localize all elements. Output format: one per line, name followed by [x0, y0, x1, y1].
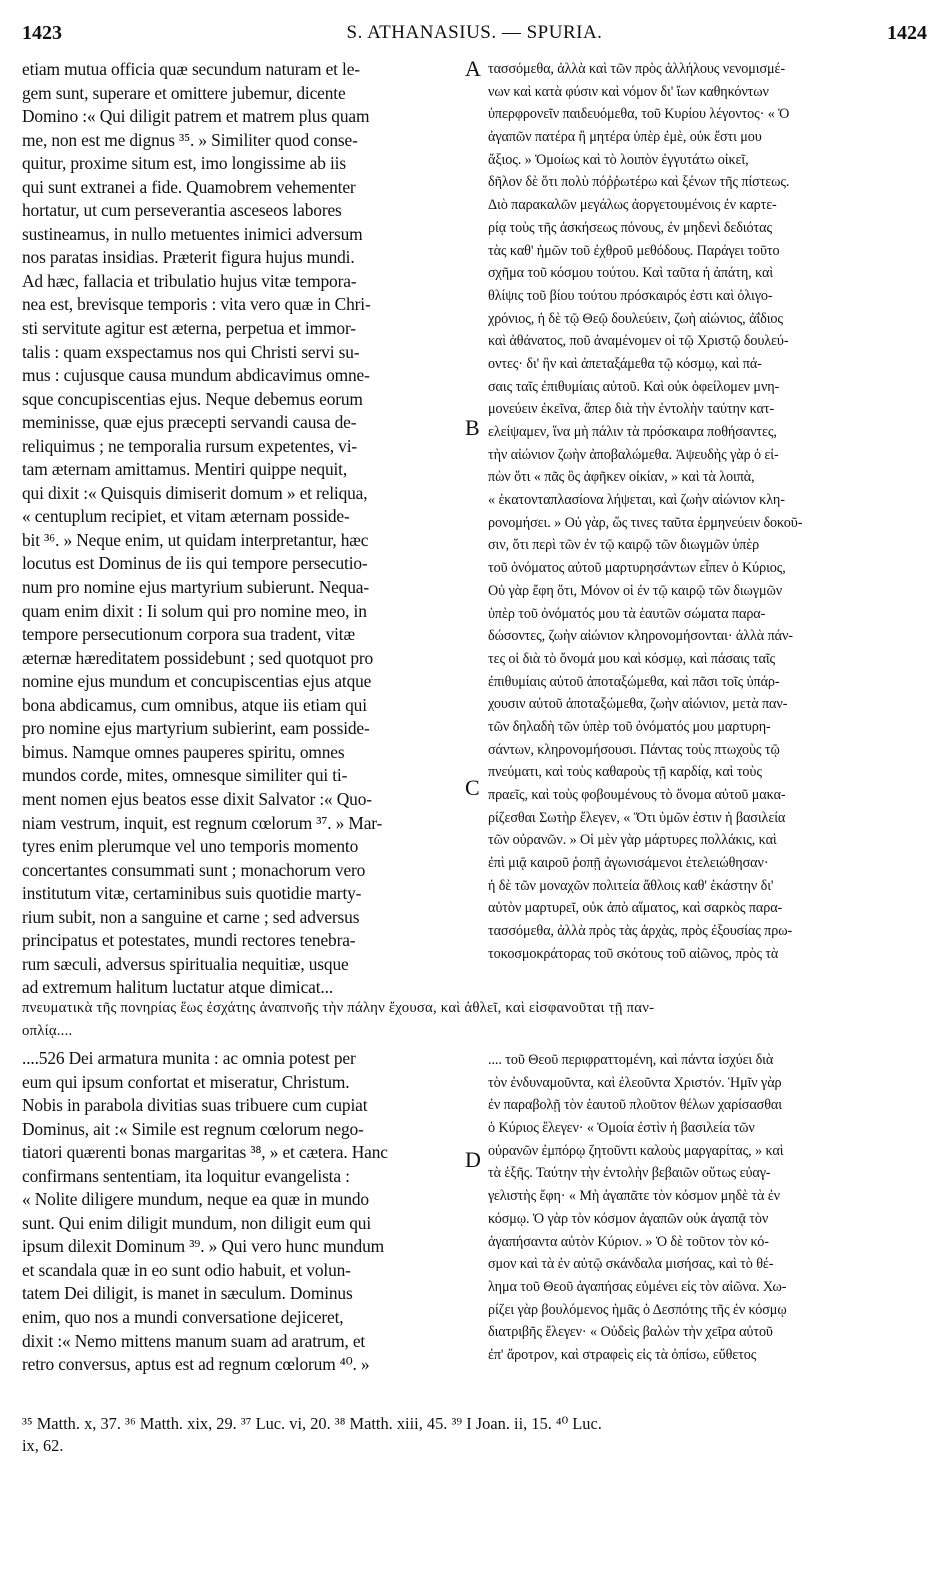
latin-text-line: nos paratas insidias. Præterit figura hujus mundi. — [22, 247, 355, 268]
latin-text-line: bona abdicamus, cum omnibus, atque iis etiam qui — [22, 694, 367, 715]
greek-text-line: ὑπὲρ τοῦ ὀνόματός μου τὰ ἑαυτῶν σώματα παρα- — [488, 605, 766, 622]
column-number-right: 1424 — [887, 22, 927, 44]
latin-text-line: rum sæculi, adversus spiritualia nequitiæ, usque — [22, 953, 349, 974]
footnote-line: ix, 62. — [22, 1436, 64, 1455]
greek-text-line: δῆλον δὲ ὅτι πολὺ πόῤῥωτέρω καὶ ξένων τῆς πίστεως. — [488, 174, 790, 191]
latin-text-line: Nobis in parabola divitias suas tribuere cum cupiat — [22, 1095, 368, 1116]
latin-text-line: eum qui ipsum confortat et miseratur, Christum. — [22, 1071, 350, 1092]
latin-text-line: « Nolite diligere mundum, neque ea quæ in mundo — [22, 1189, 369, 1210]
greek-text-line: χρόνιος, ἡ δὲ τῷ Θεῷ δουλεύειν, ζωὴ αἰώνιος, ἀΐδιος — [488, 310, 783, 327]
greek-text-line: πὼν ὅτι « πᾶς ὃς ἀφῆκεν οἰκίαν, » καὶ τὰ λοιπὰ, — [488, 469, 755, 486]
latin-text-line: sti servitute agitur est æterna, perpetua et immor- — [22, 318, 356, 339]
latin-text-line: et scandala quæ in eo sunt odio habuit, et volun- — [22, 1259, 351, 1280]
greek-text-line: ρίζεσθαι Σωτὴρ ἔλεγεν, « Ὅτι ὑμῶν ἐστιν ἡ βασιλεία — [488, 809, 786, 826]
greek-text-line: καὶ ἀθάνατος, ποῦ ἀναμένομεν οἱ τῷ Χριστῷ δουλεύ- — [488, 333, 789, 350]
greek-text-line: ἐπ' ἄροτρον, καὶ στραφεὶς εἰς τὰ ὀπίσω, εὔθετος — [488, 1346, 757, 1363]
latin-text-line: Dominus, ait :« Simile est regnum cœlorum nego- — [22, 1118, 364, 1139]
greek-text-line: οὐρανῶν ἐμπόρῳ ζητοῦντι καλοὺς μαργαρίτας, » καὶ — [488, 1142, 784, 1159]
greek-text-line: δώσοντες, ζωὴν αἰώνιον κληρονομήσονται· ἀλλὰ πάν- — [488, 628, 793, 645]
latin-text-line: ad extremum halitum luctatur atque dimicat... — [22, 977, 334, 998]
greek-text-line: ὑπερφρονεῖν παιδευόμεθα, τοῦ Κυρίου λέγοντος· « Ὁ — [488, 106, 790, 123]
greek-text-line: τες οἱ διὰ τὸ ὄνομά μου καὶ κόσμῳ, καὶ πάσαις ταῖς — [488, 650, 776, 667]
greek-text-line: οντες· δι' ἣν καὶ ἀπεταξάμεθα τῷ κόσμῳ, καὶ πά- — [488, 355, 762, 372]
latin-text-line: meminisse, quæ ejus præcepti servandi causa de- — [22, 412, 357, 433]
latin-text-line: institutum vitæ, certaminibus suis quotidie marty- — [22, 883, 362, 904]
latin-text-line: mundos corde, mites, omnesque similiter qui ti- — [22, 765, 348, 786]
latin-text-line: hortatur, ut cum perseverantia asceseos labores — [22, 200, 342, 221]
latin-text-line: quitur, proxime situm est, imo longissime ab iis — [22, 153, 346, 174]
greek-text-line: σάντων, κληρονομήσουσι. Πάντας τοὺς πτωχοὺς τῷ — [488, 741, 780, 758]
latin-text-line: reliquimus ; ne temporalia rursum expetentes, vi- — [22, 435, 358, 456]
latin-text-line: sustineamus, in nullo metuentes inimici adversum — [22, 223, 363, 244]
latin-text-line: rium subit, non a sanguine et carne ; sed adversus — [22, 906, 360, 927]
latin-text-line: talis : quam exspectamus nos qui Christi servi su- — [22, 341, 360, 362]
latin-text-line: nea est, brevisque temporis : vita vero quæ in Chri- — [22, 294, 371, 315]
greek-text-line: τῶν οὐρανῶν. » Οἱ μὲν γὰρ μάρτυρες πολλάκις, καὶ — [488, 832, 777, 849]
latin-text-line: retro conversus, aptus est ad regnum cœlorum ⁴⁰. » — [22, 1354, 370, 1375]
footnote-line: ³⁵ Matth. x, 37. ³⁶ Matth. xix, 29. ³⁷ Luc. vi, 20. ³⁸ Matth. xiii, 45. ³⁹ I Joan. ii, 15. ⁴⁰ Luc. — [22, 1414, 602, 1433]
latin-text-line: locutus est Dominus de iis qui tempore persecutio- — [22, 553, 368, 574]
latin-text-line: bit ³⁶. » Neque enim, ut quidam interpretantur, hæc — [22, 529, 369, 550]
latin-text-line: ipsum dilexit Dominum ³⁹. » Qui vero hunc mundum — [22, 1236, 385, 1257]
greek-text-line: τασσόμεθα, ἀλλὰ καὶ τῶν πρὸς ἀλλήλους νενομισμέ- — [488, 61, 785, 77]
footnotes — [22, 1413, 927, 1457]
greek-text-line: θλίψις τοῦ βίου τούτου πρόσκαιρός ἐστι καὶ ὀλιγο- — [488, 287, 773, 304]
greek-text-line: λημα τοῦ Θεοῦ ἀγαπήσας εὐμένει εἰς τὸν αἰῶνα. Χω- — [488, 1278, 787, 1295]
latin-text-line: concertantes consummati sunt ; monachorum vero — [22, 859, 366, 880]
latin-text-line: qui dixit :« Quisquis dimiserit domum » et reliqua, — [22, 482, 368, 503]
greek-text-line: σιν, ὅτι περὶ τῶν ἐν τῷ καιρῷ τῶν διωγμῶν ὑπὲρ — [488, 537, 760, 554]
greek-text-line: ἐν παραβολῇ τὸν ἑαυτοῦ πλοῦτον θέλων χαρίσασθαι — [488, 1097, 782, 1114]
latin-text-line: æternæ hæreditatem possidebunt ; sed quotquot pro — [22, 647, 374, 668]
latin-text-line: pro nomine ejus martyrium subierint, eam posside- — [22, 718, 370, 739]
greek-text-line: αὐτὸν μαρτυρεῖ, οὐκ ἀπὸ αἵματος, καὶ σαρκὸς παρα- — [488, 900, 783, 917]
latin-text-line: bimus. Namque omnes pauperes spiritu, omnes — [22, 741, 345, 762]
full-width-text-line: πνευματικὰ τῆς πονηρίας ἕως ἐσχάτης ἀναπνοῆς τὴν πάλην ἔχουσα, καὶ ἀθλεῖ, καὶ εἰσφανοῦται τῇ παν- — [22, 1000, 655, 1016]
greek-text-line: σμον καὶ τὰ ἐν αὐτῷ σκάνδαλα μισήσας, καὶ τὸ θέ- — [488, 1256, 774, 1273]
latin-text-line: me, non est me dignus ³⁵. » Similiter quod conse- — [22, 129, 358, 150]
latin-column-bottom — [22, 1047, 470, 1377]
latin-text-line: tiatori quærenti bonas margaritas ³⁸, » et cætera. Hanc — [22, 1142, 388, 1163]
greek-text-line: κόσμῳ. Ὁ γὰρ τὸν κόσμον ἀγαπῶν οὐκ ἀγαπᾷ τὸν — [488, 1210, 769, 1227]
greek-text-line: τοκοσμοκράτορας τοῦ σκότους τοῦ αἰῶνος, πρὸς τὰ — [488, 945, 779, 962]
latin-text-line: Domino :« Qui diligit patrem et matrem plus quam — [22, 106, 370, 127]
greek-text-line: διατριβῆς ἔλεγεν· « Οὐδεὶς βαλὼν τὴν χεῖρα αὐτοῦ — [488, 1324, 773, 1341]
latin-text-line: gem sunt, superare et omittere jubemur, dicente — [22, 82, 346, 103]
running-title: S. ATHANASIUS. — SPURIA. — [346, 22, 603, 43]
greek-text-line: « ἑκατονταπλασίονα λήψεται, καὶ ζωὴν αἰώνιον κλη- — [488, 492, 785, 509]
latin-text-line: principatus et potestates, mundi rectores tenebra- — [22, 930, 356, 951]
greek-text-line: ἐπὶ μιᾷ καιροῦ ῥοπῇ ἀγωνισάμενοι ἐτελειώθησαν· — [488, 855, 769, 872]
latin-text-line: dixit :« Nemo mittens manum suam ad aratrum, et — [22, 1330, 366, 1351]
latin-text-line: sque concupiscentias ejus. Neque debemus eorum — [22, 388, 363, 409]
greek-text-line: σαις ταῖς ἐπιθυμίαις αὐτοῦ. Καὶ οὐκ ὀφείλομεν μνη- — [488, 378, 780, 395]
greek-text-line: ἡ δὲ τῶν μοναχῶν πολιτεία ἄθλοις καθ' ἑκάστην δι' — [488, 877, 774, 894]
greek-text-line: τῶν δηλαδὴ τῶν ὑπὲρ τοῦ ὀνόματός μου μαρτυρη- — [488, 718, 771, 735]
greek-text-line: πνεύματι, καὶ τοὺς καθαροὺς τῇ καρδίᾳ, καὶ τοὺς — [488, 764, 762, 781]
greek-text-line: τασσόμεθα, ἀλλὰ πρὸς τὰς ἀρχὰς, πρὸς ἐξουσίας πρω- — [488, 923, 793, 940]
greek-text-line: νων καὶ κατὰ φύσιν καὶ νόμον δι' ἴων καθηκόντων — [488, 83, 769, 100]
greek-text-line: ἀγαπήσαντα αὐτὸν Κύριον. » Ὁ δὲ τοῦτον τὸν κό- — [488, 1233, 769, 1250]
latin-text-line: num pro nomine ejus martyrium subierunt. Nequa- — [22, 577, 369, 598]
greek-text-line: ἀγαπῶν πατέρα ἢ μητέρα ὑπὲρ ἐμὲ, οὐκ ἔστι μου — [488, 129, 762, 146]
greek-column-bottom — [488, 1049, 929, 1367]
full-width-text-line: οπλίᾳ.... — [22, 1022, 73, 1039]
greek-text-line: ρίᾳ τοὺς τῆς ἀσκήσεως πόνους, ἐν μηδενὶ δεδιότας — [488, 219, 772, 236]
greek-text-line: σχῆμα τοῦ κόσμου τούτου. Καὶ ταῦτα ἡ ἀπάτη, καὶ — [488, 265, 774, 282]
greek-text-line: τὰ ἑξῆς. Ταύτην τὴν ἐντολὴν βεβαιῶν οὕτως εὐαγ- — [488, 1165, 771, 1182]
greek-text-line: ρονομήσει. » Οὐ γὰρ, ὥς τινες ταῦτα ἑρμηνεύειν δοκοῦ- — [488, 514, 803, 531]
greek-text-line: Διὸ παρακαλῶν μεγάλως ἀοργετουμένοις ἐν καρτε- — [488, 197, 777, 214]
greek-text-line: τοῦ ὀνόματος αὐτοῦ μαρτυρησάντων εἶπεν ὁ Κύριος, — [488, 560, 786, 577]
greek-text-line: ρίζει γὰρ βουλόμενος ἡμᾶς ὁ Δεσπότης τῆς ἐν κόσμῳ — [488, 1301, 787, 1318]
section-marker-c: C — [465, 775, 480, 800]
greek-text-line: Οὐ γὰρ ἔφη ὅτι, Μόνον οἱ ἐν τῷ καιρῷ τῶν διωγμῶν — [488, 582, 783, 599]
page-header — [22, 22, 927, 48]
greek-text-line: γελιστὴς ἔφη· « Μὴ ἀγαπᾶτε τὸν κόσμον μηδὲ τὰ ἐν — [488, 1188, 780, 1205]
latin-text-line: confirmans sententiam, ita loquitur evangelista : — [22, 1165, 350, 1186]
greek-text-line: ελείψαμεν, ἵνα μὴ πάλιν τὰ πρόσκαιρα ποθήσαντες, — [488, 424, 777, 440]
latin-text-line: nomine ejus mundum et concupiscentias ejus atque — [22, 671, 372, 692]
greek-text-line: χουσιν αὐτοῦ ἀποταξώμεθα, ζωὴν αἰώνιον, μετὰ παν- — [488, 696, 788, 713]
latin-text-line: tatem Dei diligit, is manet in sæculum. Dominus — [22, 1283, 353, 1304]
greek-text-line: τὸν ἐνδυναμοῦντα, καὶ ἐλεοῦντα Χριστόν. Ἡμῖν γὰρ — [488, 1074, 782, 1091]
latin-text-line: enim, quo nos a mundi conversatione dejiceret, — [22, 1307, 344, 1328]
greek-text-line: τὴν αἰώνιον ζωὴν ἀποβαλώμεθα. Ἀψευδὴς γὰρ ὁ εἰ- — [488, 446, 779, 463]
section-marker-b: B — [465, 415, 480, 440]
section-marker-d: D — [465, 1147, 481, 1172]
latin-text-line: « centuplum recipiet, et vitam æternam posside- — [22, 506, 350, 527]
greek-text-line: πραεῖς, καὶ τοὺς φοβουμένους τὸ ὄνομα αὐτοῦ μακα- — [488, 787, 786, 803]
greek-text-line: τὰς καθ' ἡμῶν τοῦ ἐχθροῦ μεθόδους. Παράγει τοῦτο — [488, 242, 780, 259]
latin-text-line: niam vestrum, inquit, est regnum cœlorum ³⁷. » Mar- — [22, 812, 383, 833]
latin-text-line: ment nomen ejus beatos esse dixit Salvator :« Quo- — [22, 788, 372, 809]
column-number-left: 1423 — [22, 22, 62, 44]
greek-text-line: .... τοῦ Θεοῦ περιφραττομένη, καὶ πάντα ἰσχύει διὰ — [488, 1052, 774, 1068]
latin-text-line: mus : cujusque causa mundum abdicavimus omne- — [22, 365, 370, 386]
greek-text-line: ὁ Κύριος ἔλεγεν· « Ὁμοία ἐστὶν ἡ βασιλεία τῶν — [488, 1120, 755, 1137]
latin-text-line: sunt. Qui enim diligit mundum, non diligit eum qui — [22, 1212, 372, 1233]
latin-column-top — [22, 58, 470, 1000]
section-marker-a: A — [465, 56, 481, 81]
latin-text-line: tempore persecutionum corpora sua tradent, vitæ — [22, 624, 355, 645]
latin-text-line: etiam mutua officia quæ secundum naturam et le- — [22, 59, 360, 79]
latin-text-line: quam enim dixit : Ii solum qui pro nomine meo, in — [22, 600, 367, 621]
greek-text-line: μονεύειν ἐκεῖνα, ἅπερ διὰ τὴν ἐντολὴν ταύτην κατ- — [488, 401, 775, 418]
latin-text-line: Ad hæc, fallacia et tribulatio hujus vitæ tempora- — [22, 270, 357, 291]
latin-text-line: ....526 Dei armatura munita : ac omnia potest per — [22, 1048, 356, 1068]
greek-text-line: ἄξιος. » Ὁμοίως καὶ τὸ λοιπὸν ἐγγυτάτω οἰκεῖ, — [488, 151, 749, 168]
latin-text-line: tam æternam amittamus. Mentiri quippe nequit, — [22, 459, 348, 480]
greek-text-line: ἐπιθυμίαις αὐτοῦ ἀποταξώμεθα, καὶ πᾶσι τοῖς ὑπάρ- — [488, 673, 780, 690]
latin-text-line: qui sunt extranei a fide. Quamobrem vehementer — [22, 176, 356, 197]
full-width-greek-lines — [22, 997, 927, 1043]
latin-text-line: tyres enim plerumque vel uno temporis momento — [22, 836, 359, 857]
greek-column-top — [488, 58, 929, 966]
